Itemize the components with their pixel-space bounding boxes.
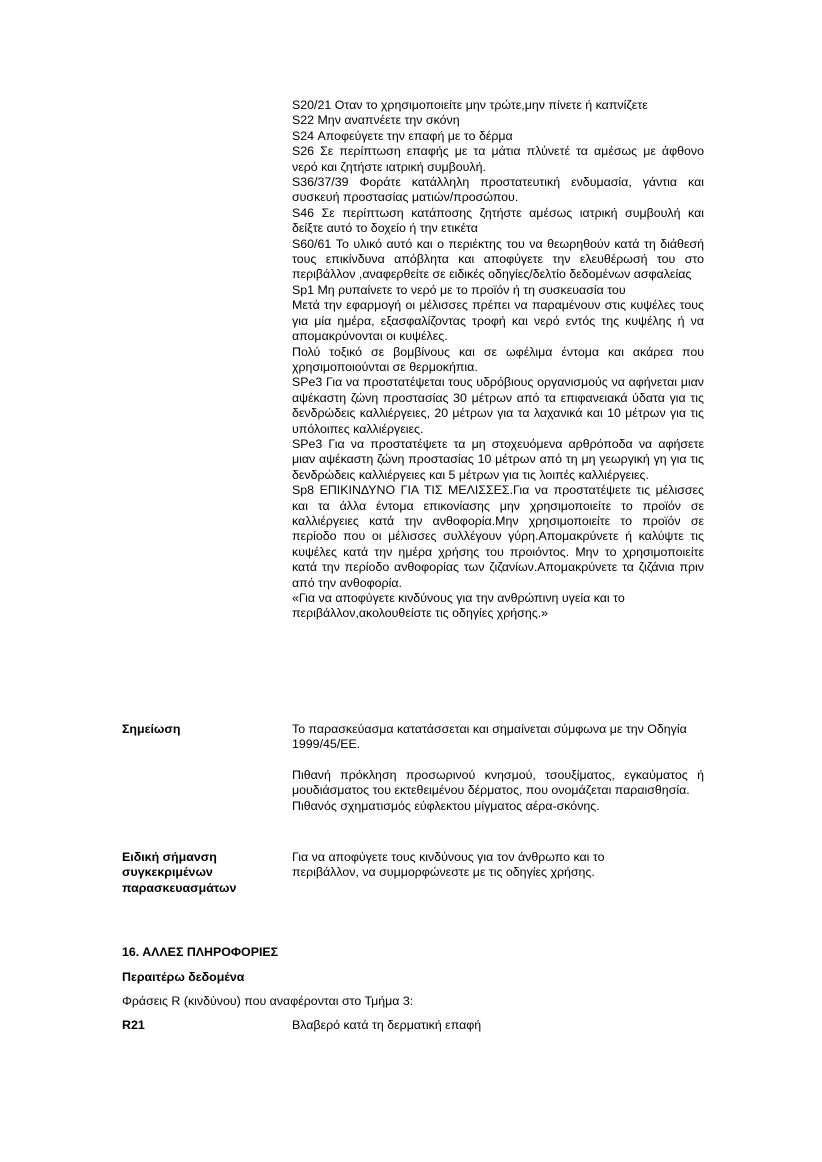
safety-phrase: Sp8 ΕΠΙΚΙΝΔΥΝΟ ΓΙΑ ΤΙΣ ΜΕΛΙΣΣΕΣ.Για να προστατέψετε τις μέλισσες και τα άλλα έντομα επικονίασης μην χρησιμοποιείτε το προϊόν σε καλλιέργειες κατά την ανθοφορία.Μην χρησιμοποιείτε το προϊόν σε περίοδο που οι μέλισσες συλλέγουν γύρη.Απομακρύνετε ή καλύψτε τις κυψέλες κατά την ημέρα χρήσης του προιόντος. Μην το χρησιμοποιείτε κατά την περίοδο ανθοφορίας των ζιζανίων.Απομακρύνετε τα ζιζάνια πριν από την ανθοφορία. xyxy=(292,483,704,590)
note-line: Πιθανή πρόκληση προσωρινού κνησμού, τσουξίματος, εγκαύματος ή μουδιάσματος του εκτεθειμένου δέρματος, που ονομάζεται παραισθησία. xyxy=(292,767,704,798)
safety-phrase: Πολύ τοξικό σε βομβίνους και σε ωφέλιμα έντομα και ακάρεα που χρησιμοποιούνται σε θερμοκήπια. xyxy=(292,344,704,374)
safety-phrase: Sp1 Μη ρυπαίνετε το νερό με το προϊόν ή τη συσκευασία του xyxy=(292,282,626,297)
safety-phrase: S20/21 Οταν το χρησιμοποιείτε μην τρώτε,μην πίνετε ή καπνίζετε xyxy=(292,98,648,112)
safety-phrase: S22 Μην αναπνέετε την σκόνη xyxy=(292,113,460,128)
section-heading: 16. ΑΛΛΕΣ ΠΛΗΡΟΦΟΡΙΕΣ xyxy=(122,945,279,959)
section-intro: Φράσεις R (κινδύνου) που αναφέρονται στο Τμήμα 3: xyxy=(122,994,414,1008)
note-label: Σημείωση xyxy=(122,722,181,736)
special-labeling-text: Για να αποφύγετε τους κινδύνους για τον άνθρωπο και το περιβάλλον, να συμμορφώνεστε με τις οδηγίες χρήσης. xyxy=(292,850,605,880)
safety-phrase: S24 Αποφεύγετε την επαφή με το δέρμα xyxy=(292,128,513,143)
section-subheading: Περαιτέρω δεδομένα xyxy=(122,970,245,984)
safety-phrase: S60/61 Το υλικό αυτό και ο περιέκτης του να θεωρηθούν κατά τη διάθεσή τους επικίνδυνα απόβλητα και αποφύγετε την ελευθέρωσή του στο περιβάλλον ,αναφερθείτε σε ειδικές οδηγίες/δελτίο δεδομένων ασφαλείας xyxy=(292,236,704,282)
note-block xyxy=(292,722,704,814)
note-line: Πιθανός σχηματισμός εύφλεκτου μίγματος αέρα-σκόνης. xyxy=(292,798,600,813)
special-labeling-label: Ειδική σήμανση συγκεκριμένων παρασκευασμάτων xyxy=(122,850,237,895)
safety-phrase: S26 Σε περίπτωση επαφής με τα μάτια πλύνετέ τα αμέσως με άφθονο νερό και ζητήστε ιατρική συμβουλή. xyxy=(292,144,704,174)
safety-phrase: SPe3 Για να προστατέψεται τους υδρόβιους οργανισμούς να αφήνεται μιαν αψέκαστη ζώνη προστασίας 30 μέτρων από τα επιφανειακά ύδατα για τις δενδρώδεις καλλιέργειες, 20 μέτρων για τα λαχανικά και 10 μέτρων για τις υπόλοιπες καλλιέργειες. xyxy=(292,375,704,436)
safety-phrase: SPe3 Για να προστατέψετε τα μη στοχευόμενα αρθρόποδα να αφήσετε μιαν αψέκαστη ζώνη προστασίας 10 μέτρων από τη μη γεωργική γη για τις δενδρώδεις καλλιέργειες και 5 μέτρων για τις λοιπές καλλιέργειες. xyxy=(292,436,704,482)
safety-phrases-block xyxy=(292,98,704,622)
safety-phrase: «Για να αποφύγετε κινδύνους για την ανθρώπινη υγεία και το περιβάλλον,ακολουθείστε τις οδηγίες χρήσης.» xyxy=(292,591,625,621)
safety-phrase: Μετά την εφαρμογή οι μέλισσες πρέπει να παραμένουν στις κυψέλες τους για μία ημέρα, εξασφαλίζοντας τροφή και νερό εντός της κυψέλης ή να απομακρύνονται οι κυψέλες. xyxy=(292,298,704,344)
safety-phrase: S46 Σε περίπτωση κατάποσης ζητήστε αμέσως ιατρική συμβουλή και δείξτε αυτό το δοχείο ή την ετικέτα xyxy=(292,205,704,236)
r-phrase-text: Βλαβερό κατά τη δερματική επαφή xyxy=(292,1018,482,1032)
r-phrase-code: R21 xyxy=(122,1018,145,1032)
special-labeling-block xyxy=(292,850,657,881)
note-line: Το παρασκεύασμα κατατάσσεται και σημαίνεται σύμφωνα με την Οδηγία 1999/45/ΕΕ. xyxy=(292,722,687,752)
safety-phrase: S36/37/39 Φοράτε κατάλληλη προστατευτική ενδυμασία, γάντια και συσκευή προστασίας ματιών/προσώπου. xyxy=(292,175,704,205)
